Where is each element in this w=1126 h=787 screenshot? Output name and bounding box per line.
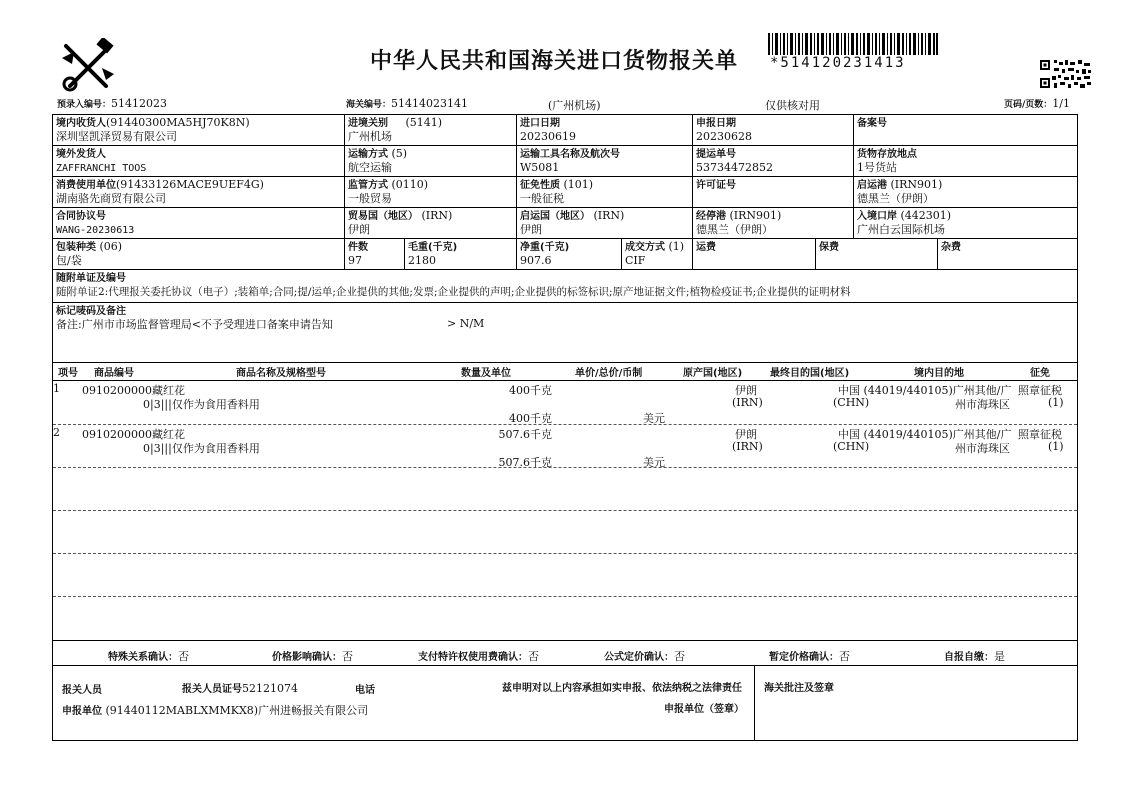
self-pay-confirm: 自报自缴：是 xyxy=(944,650,1005,663)
bill-no-cell: 提运单号 53734472852 xyxy=(696,149,773,174)
price-impact-confirm: 价格影响确认：否 xyxy=(272,650,353,663)
goods-header-tax: 征免 xyxy=(1030,368,1050,379)
goods-header-code: 商品编号 xyxy=(94,368,134,379)
phone-label: 电话 xyxy=(355,685,375,696)
goods-tax: 照章征税 xyxy=(1018,428,1062,441)
contract-cell: 合同协议号 WANG-20230613 xyxy=(56,211,135,236)
goods-header-price: 单价/总价/币制 xyxy=(575,368,643,379)
goods-tax-code: (1) xyxy=(1048,396,1064,409)
goods-currency: 美元 xyxy=(643,456,665,469)
goods-dest-code: (CHN) xyxy=(833,396,870,409)
barcode-number: *514120231413 xyxy=(770,55,906,71)
insurance-cell: 保费 xyxy=(819,242,839,253)
goods-header-domestic: 境内目的地 xyxy=(914,368,964,379)
goods-header-dest: 最终目的国(地区) xyxy=(770,368,850,379)
goods-domestic-2: 州市海珠区 xyxy=(955,398,1010,411)
port-name: (广州机场) xyxy=(548,99,601,112)
freight-cell: 运费 xyxy=(696,242,716,253)
goods-spec: 0|3|||仅作为食用香料用 xyxy=(143,442,260,455)
record-no-cell: 备案号 xyxy=(857,118,887,129)
goods-qty-1: 507.6千克 xyxy=(498,428,552,441)
goods-origin-code: (IRN) xyxy=(732,440,763,453)
goods-code-name: 0910200000藏红花 xyxy=(82,384,185,397)
storage-cell: 货物存放地点 1号货站 xyxy=(857,149,917,174)
legal-statement: 兹申明对以上内容承担如实申报、依法纳税之法律责任 xyxy=(502,683,742,694)
royalty-confirm: 支付特许权使用费确认：否 xyxy=(418,650,539,663)
deal-mode-cell: 成交方式 (1) CIF xyxy=(625,240,685,267)
entry-port-cell: 入境口岸 (442301) 广州白云国际机场 xyxy=(857,209,952,236)
trade-country-cell: 贸易国（地区） (IRN) 伊朗 xyxy=(348,209,453,236)
barcode-image xyxy=(768,33,938,55)
goods-header-origin: 原产国(地区) xyxy=(683,368,743,379)
origin-country-cell: 启运国（地区） (IRN) 伊朗 xyxy=(520,209,625,236)
goods-qty-2: 400千克 xyxy=(509,412,552,425)
customs-emblem-icon xyxy=(56,38,120,94)
pieces-cell: 件数 97 xyxy=(348,242,368,267)
misc-fee-cell: 杂费 xyxy=(941,242,961,253)
goods-origin-code: (IRN) xyxy=(732,396,763,409)
declare-unit-seal: 申报单位（签章） xyxy=(664,704,744,715)
goods-dest: 中国 (44019/440105)广州其他/广 xyxy=(838,428,1012,441)
transit-port-cell: 经停港 (IRN901) 德黑兰（伊朗） xyxy=(696,209,782,236)
customs-approval-label: 海关批注及签章 xyxy=(764,683,834,694)
goods-tax-code: (1) xyxy=(1048,440,1064,453)
provisional-price-confirm: 暂定价格确认：否 xyxy=(769,650,850,663)
goods-dest-code: (CHN) xyxy=(833,440,870,453)
overseas-shipper-cell: 境外发货人 ZAFFRANCHI TOOS xyxy=(56,149,147,174)
net-weight-cell: 净重(千克) 907.6 xyxy=(520,242,570,267)
page-title: 中华人民共和国海关进口货物报关单 xyxy=(370,49,739,74)
goods-domestic-2: 州市海珠区 xyxy=(955,442,1010,455)
marks-remarks-cell: 标记唛码及备注 备注:广州市市场监督管理局<不予受理进口备案申请告知 xyxy=(56,306,333,331)
attached-docs-cell: 随附单证及编号 随附单证2:代理报关委托协议（电子）;装箱单;合同;提/运单;企业提供的其他;发票;企业提供的声明;企业提供的标签标识;原产地证据文件;植物检疫证书;企业提供的证明材料 xyxy=(56,273,851,298)
departure-port-cell: 启运港 (IRN901) 德黑兰（伊朗） xyxy=(857,178,943,205)
goods-header-seq: 项号 xyxy=(58,368,78,379)
verify-note: 仅供核对用 xyxy=(765,99,820,112)
page-number: 页码/页数：1/1 xyxy=(1004,97,1070,110)
goods-tax: 照章征税 xyxy=(1018,384,1062,397)
entry-customs-cell: 进境关别 (5141) 广州机场 xyxy=(348,116,443,143)
pre-entry-number: 预录入编号：51412023 xyxy=(57,97,168,110)
goods-qty-1: 400千克 xyxy=(509,384,552,397)
supervision-cell: 监管方式 (0110) 一般贸易 xyxy=(348,178,429,205)
goods-code-name: 0910200000藏红花 xyxy=(82,428,185,441)
declare-date-cell: 申报日期 20230628 xyxy=(696,118,752,143)
goods-header-qty: 数量及单位 xyxy=(461,368,511,379)
goods-header-name: 商品名称及规格型号 xyxy=(236,368,326,379)
declarant-label: 报关人员 xyxy=(62,685,102,696)
qr-code-icon xyxy=(1040,60,1092,88)
declare-unit: 申报单位 (91440112MABLXMMKX8)广州进畅报关有限公司 xyxy=(62,704,369,717)
transport-mode-cell: 运输方式 (5) 航空运输 xyxy=(348,147,408,174)
consumer-cell: 消费使用单位(91433126MACE9UEF4G) 湖南骆先商贸有限公司 xyxy=(56,178,264,205)
goods-seq: 2 xyxy=(53,426,60,439)
goods-spec: 0|3|||仅作为食用香料用 xyxy=(143,398,260,411)
formula-price-confirm: 公式定价确认：否 xyxy=(604,650,685,663)
goods-seq: 1 xyxy=(53,382,60,395)
special-relation-confirm: 特殊关系确认：否 xyxy=(108,650,189,663)
vessel-cell: 运输工具名称及航次号 W5081 xyxy=(520,149,620,174)
customs-number: 海关编号：51414023141 xyxy=(346,97,468,110)
gross-weight-cell: 毛重(千克) 2180 xyxy=(408,242,458,267)
import-date-cell: 进口日期 20230619 xyxy=(520,118,576,143)
goods-qty-2: 507.6千克 xyxy=(498,456,552,469)
goods-dest: 中国 (44019/440105)广州其他/广 xyxy=(838,384,1012,397)
goods-origin: 伊朗 xyxy=(735,428,757,441)
package-cell: 包装种类 (06) 包/袋 xyxy=(56,240,123,267)
declarant-cert: 报关人员证号52121074 xyxy=(182,682,298,695)
goods-currency: 美元 xyxy=(643,412,665,425)
goods-origin: 伊朗 xyxy=(735,384,757,397)
consignee-cell: 境内收货人(91440300MA5HJ70K8N) 深圳坚凯泽贸易有限公司 xyxy=(56,116,250,143)
tax-nature-cell: 征免性质 (101) 一般征税 xyxy=(520,178,594,205)
marks-value: > N/M xyxy=(447,317,485,330)
license-cell: 许可证号 xyxy=(696,180,736,191)
